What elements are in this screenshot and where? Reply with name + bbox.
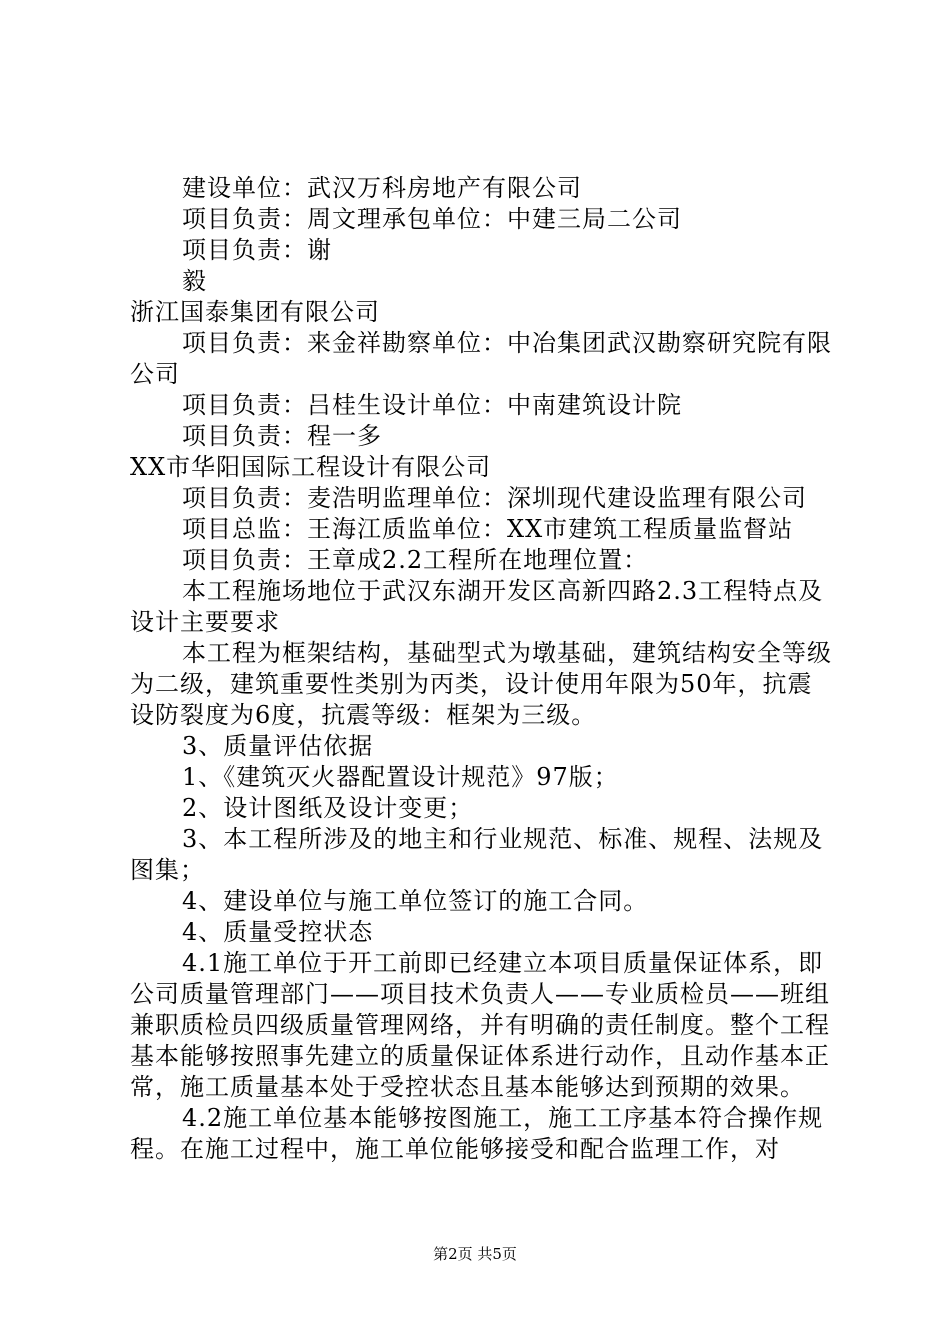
paragraph: 建设单位：武汉万科房地产有限公司 (182, 174, 582, 202)
paragraph: 浙江国泰集团有限公司 (130, 298, 380, 326)
paragraph: 4、质量受控状态 (182, 918, 374, 946)
page-footer: 第2页 共5页 (433, 1245, 517, 1263)
document-body (130, 173, 835, 1165)
paragraph: 项目总监：王海江质监单位：XX市建筑工程质量监督站 (182, 515, 794, 543)
paragraph: 4、建设单位与施工单位签订的施工合同。 (182, 887, 649, 915)
paragraph: 项目负责：程一多 (182, 422, 382, 450)
paragraph: 项目负责：周文理承包单位：中建三局二公司 (182, 205, 682, 233)
paragraph: 4.1施工单位于开工前即已经建立本项目质量保证体系，即公司质量管理部门——项目技术负责人——专业质检员——班组兼职质检员四级质量管理网络，并有明确的责任制度。整个工程基本能够按照事先建立的质量保证体系进行动作，且动作基本正常，施工质量基本处于受控状态且基本能够达到预期的效果。 (130, 949, 830, 1101)
paragraph: 4.2施工单位基本能够按图施工，施工工序基本符合操作规程。在施工过程中，施工单位能够接受和配合监理工作，对 (130, 1104, 824, 1163)
paragraph: 毅 (182, 267, 207, 295)
paragraph: 项目负责：来金祥勘察单位：中冶集团武汉勘察研究院有限公司 (130, 329, 832, 388)
paragraph: XX市华阳国际工程设计有限公司 (130, 453, 492, 481)
paragraph: 项目负责：谢 (182, 236, 332, 264)
paragraph: 本工程施场地位于武汉东湖开发区高新四路2.3工程特点及设计主要要求 (130, 577, 824, 636)
paragraph: 项目负责：王章成2.2工程所在地理位置： (182, 546, 649, 574)
paragraph: 3、本工程所涉及的地主和行业规范、标准、规程、法规及图集； (130, 825, 824, 884)
paragraph: 本工程为框架结构，基础型式为墩基础，建筑结构安全等级为二级，建筑重要性类别为丙类，设计使用年限为50年，抗震设防裂度为6度，抗震等级：框架为三级。 (130, 639, 832, 729)
paragraph: 项目负责：麦浩明监理单位：深圳现代建设监理有限公司 (182, 484, 807, 512)
paragraph: 3、质量评估依据 (182, 732, 374, 760)
paragraph: 项目负责：吕桂生设计单位：中南建筑设计院 (182, 391, 682, 419)
paragraph: 1、《建筑灭火器配置设计规范》97版； (182, 763, 619, 791)
paragraph: 2、设计图纸及设计变更； (182, 794, 474, 822)
